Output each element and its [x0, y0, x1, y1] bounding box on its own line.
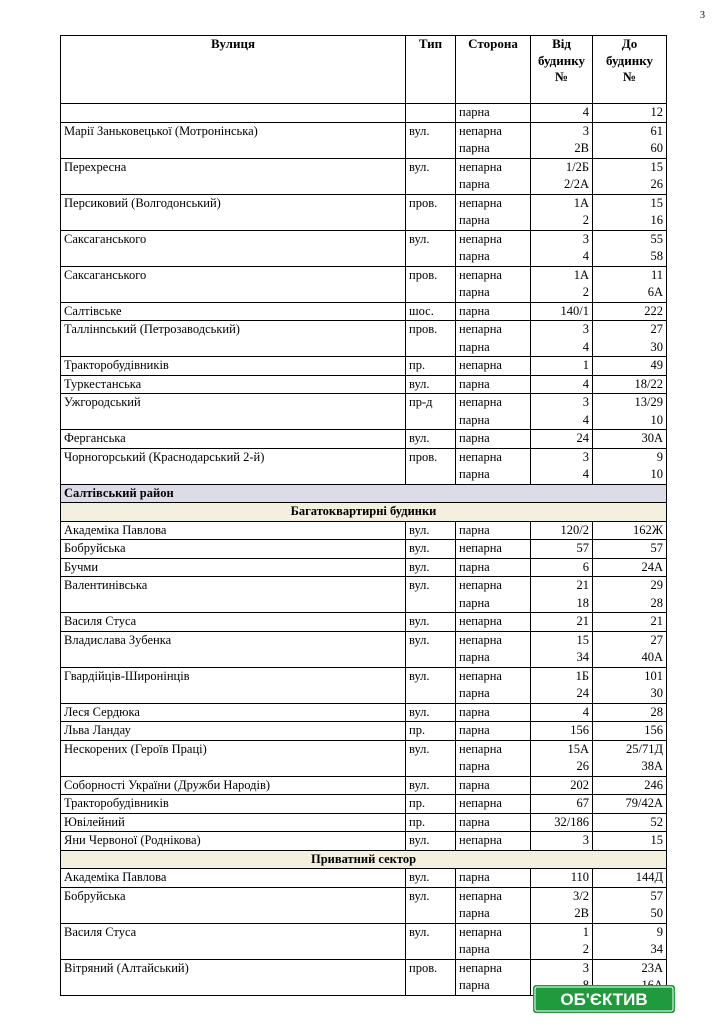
- street-cell: Тракторобудівників: [61, 795, 406, 814]
- table-row: [61, 631, 667, 649]
- page-number: 3: [700, 10, 705, 21]
- to-house-cell: 27: [593, 631, 667, 649]
- type-cell: [406, 140, 456, 158]
- side-cell: непарна: [456, 631, 531, 649]
- table-row: [61, 357, 667, 376]
- to-house-cell: 12: [593, 104, 667, 123]
- street-cell: [61, 905, 406, 923]
- from-house-cell: 4: [531, 703, 593, 722]
- table-row: [61, 595, 667, 613]
- table-row: [61, 758, 667, 776]
- to-house-cell: 49: [593, 357, 667, 376]
- from-house-cell: 2/2А: [531, 176, 593, 194]
- table-row: [61, 905, 667, 923]
- table-row: [61, 613, 667, 632]
- street-cell: Таллінnський (Петрозаводський): [61, 321, 406, 339]
- to-house-cell: 101: [593, 667, 667, 685]
- to-house-cell: 11: [593, 266, 667, 284]
- to-house-cell: 30: [593, 685, 667, 703]
- table-row: [61, 941, 667, 959]
- table-row: [61, 776, 667, 795]
- from-house-cell: 3: [531, 122, 593, 140]
- to-house-cell: 23А: [593, 959, 667, 977]
- side-cell: парна: [456, 176, 531, 194]
- type-cell: вул.: [406, 869, 456, 888]
- to-house-cell: 246: [593, 776, 667, 795]
- table-row: [61, 813, 667, 832]
- from-house-cell: 21: [531, 577, 593, 595]
- side-cell: парна: [456, 430, 531, 449]
- table-row: [61, 104, 667, 123]
- side-cell: парна: [456, 758, 531, 776]
- type-cell: [406, 284, 456, 302]
- side-cell: непарна: [456, 394, 531, 412]
- type-cell: вул.: [406, 776, 456, 795]
- from-house-cell: 156: [531, 722, 593, 741]
- side-cell: парна: [456, 412, 531, 430]
- from-house-cell: 15: [531, 631, 593, 649]
- housing-category-row: [61, 503, 667, 522]
- to-house-cell: 29: [593, 577, 667, 595]
- side-cell: непарна: [456, 613, 531, 632]
- table-row: [61, 558, 667, 577]
- side-cell: непарна: [456, 266, 531, 284]
- from-house-cell: 3: [531, 321, 593, 339]
- type-cell: вул.: [406, 430, 456, 449]
- to-house-cell: 18/22: [593, 375, 667, 394]
- table-row: [61, 430, 667, 449]
- type-cell: вул.: [406, 923, 456, 941]
- side-cell: парна: [456, 140, 531, 158]
- side-cell: непарна: [456, 448, 531, 466]
- street-cell: Льва Ландау: [61, 722, 406, 741]
- table-row: [61, 339, 667, 357]
- table-row: [61, 959, 667, 977]
- to-house-cell: 13/29: [593, 394, 667, 412]
- table-row: [61, 667, 667, 685]
- to-house-cell: 24А: [593, 558, 667, 577]
- from-house-cell: 4: [531, 104, 593, 123]
- from-house-cell: 1/2Б: [531, 158, 593, 176]
- from-house-cell: 34: [531, 649, 593, 667]
- side-cell: парна: [456, 375, 531, 394]
- street-cell: Ужгородський: [61, 394, 406, 412]
- to-house-cell: 30А: [593, 430, 667, 449]
- side-cell: непарна: [456, 959, 531, 977]
- side-cell: парна: [456, 212, 531, 230]
- to-house-cell: 222: [593, 302, 667, 321]
- type-cell: [406, 758, 456, 776]
- to-house-cell: 156: [593, 722, 667, 741]
- type-cell: [406, 941, 456, 959]
- from-house-cell: 26: [531, 758, 593, 776]
- to-house-cell: 25/71Д: [593, 740, 667, 758]
- to-house-cell: 28: [593, 595, 667, 613]
- street-cell: [61, 248, 406, 266]
- table-row: [61, 649, 667, 667]
- to-house-cell: 60: [593, 140, 667, 158]
- to-house-cell: 6А: [593, 284, 667, 302]
- from-house-cell: 3: [531, 230, 593, 248]
- from-house-cell: 6: [531, 558, 593, 577]
- type-cell: [406, 104, 456, 123]
- side-cell: непарна: [456, 832, 531, 851]
- street-cell: Яни Червоної (Роднікова): [61, 832, 406, 851]
- from-house-cell: 24: [531, 430, 593, 449]
- header-to: До будинку №: [593, 36, 667, 104]
- to-house-cell: 10: [593, 466, 667, 484]
- to-house-cell: 16: [593, 212, 667, 230]
- street-cell: [61, 685, 406, 703]
- side-cell: парна: [456, 977, 531, 995]
- street-cell: [61, 595, 406, 613]
- from-house-cell: 2: [531, 284, 593, 302]
- from-house-cell: 4: [531, 375, 593, 394]
- type-cell: [406, 212, 456, 230]
- table-row: [61, 466, 667, 484]
- side-cell: непарна: [456, 194, 531, 212]
- side-cell: парна: [456, 248, 531, 266]
- from-house-cell: 57: [531, 540, 593, 559]
- type-cell: [406, 248, 456, 266]
- side-cell: парна: [456, 284, 531, 302]
- side-cell: непарна: [456, 230, 531, 248]
- header-street: Вулиця: [61, 36, 406, 104]
- street-cell: Вітряний (Алтайський): [61, 959, 406, 977]
- type-cell: вул.: [406, 577, 456, 595]
- table-row: [61, 685, 667, 703]
- street-cell: [61, 176, 406, 194]
- header-from: Від будинку №: [531, 36, 593, 104]
- type-cell: шос.: [406, 302, 456, 321]
- type-cell: вул.: [406, 703, 456, 722]
- type-cell: [406, 176, 456, 194]
- to-house-cell: 162Ж: [593, 521, 667, 540]
- street-cell: Леся Сердюка: [61, 703, 406, 722]
- type-cell: [406, 412, 456, 430]
- type-cell: [406, 905, 456, 923]
- table-row: [61, 521, 667, 540]
- type-cell: пров.: [406, 448, 456, 466]
- from-house-cell: 1: [531, 923, 593, 941]
- table-row: [61, 302, 667, 321]
- street-cell: Саксаганського: [61, 230, 406, 248]
- street-cell: [61, 284, 406, 302]
- table-row: [61, 394, 667, 412]
- from-house-cell: 4: [531, 248, 593, 266]
- table-row: [61, 375, 667, 394]
- from-house-cell: 1: [531, 357, 593, 376]
- obektiv-logo: [533, 985, 675, 1013]
- table-row: [61, 832, 667, 851]
- to-house-cell: 57: [593, 887, 667, 905]
- from-house-cell: 110: [531, 869, 593, 888]
- side-cell: парна: [456, 941, 531, 959]
- from-house-cell: 67: [531, 795, 593, 814]
- header-type: Тип: [406, 36, 456, 104]
- from-house-cell: 120/2: [531, 521, 593, 540]
- street-cell: Ювілейний: [61, 813, 406, 832]
- side-cell: парна: [456, 703, 531, 722]
- side-cell: парна: [456, 869, 531, 888]
- to-house-cell: 61: [593, 122, 667, 140]
- to-house-cell: 57: [593, 540, 667, 559]
- type-cell: вул.: [406, 613, 456, 632]
- table-row: [61, 248, 667, 266]
- logo-text: ОБ'ЄКТИВ: [560, 990, 648, 1009]
- type-cell: пр-д: [406, 394, 456, 412]
- from-house-cell: 202: [531, 776, 593, 795]
- table-row: [61, 722, 667, 741]
- side-cell: непарна: [456, 923, 531, 941]
- table-row: [61, 412, 667, 430]
- from-house-cell: 140/1: [531, 302, 593, 321]
- table-row: [61, 869, 667, 888]
- from-house-cell: 4: [531, 339, 593, 357]
- side-cell: парна: [456, 302, 531, 321]
- side-cell: парна: [456, 722, 531, 741]
- type-cell: вул.: [406, 158, 456, 176]
- side-cell: парна: [456, 339, 531, 357]
- type-cell: вул.: [406, 122, 456, 140]
- table-row: [61, 230, 667, 248]
- side-cell: непарна: [456, 321, 531, 339]
- from-house-cell: 3: [531, 448, 593, 466]
- street-cell: [61, 140, 406, 158]
- type-cell: [406, 685, 456, 703]
- type-cell: вул.: [406, 667, 456, 685]
- street-cell: Гвардійців-Широнінців: [61, 667, 406, 685]
- from-house-cell: 21: [531, 613, 593, 632]
- street-cell: Академіка Павлова: [61, 521, 406, 540]
- street-cell: Перехресна: [61, 158, 406, 176]
- type-cell: пров.: [406, 321, 456, 339]
- side-cell: парна: [456, 595, 531, 613]
- side-cell: непарна: [456, 667, 531, 685]
- side-cell: парна: [456, 813, 531, 832]
- from-house-cell: 4: [531, 412, 593, 430]
- type-cell: пр.: [406, 795, 456, 814]
- side-cell: непарна: [456, 740, 531, 758]
- from-house-cell: 32/186: [531, 813, 593, 832]
- table-row: [61, 140, 667, 158]
- street-cell: Чорногорський (Краснодарський 2-й): [61, 448, 406, 466]
- to-house-cell: 15: [593, 194, 667, 212]
- side-cell: парна: [456, 558, 531, 577]
- from-house-cell: 3/2: [531, 887, 593, 905]
- to-house-cell: 144Д: [593, 869, 667, 888]
- side-cell: непарна: [456, 887, 531, 905]
- to-house-cell: 15: [593, 158, 667, 176]
- to-house-cell: 79/42А: [593, 795, 667, 814]
- street-cell: Соборності України (Дружби Народів): [61, 776, 406, 795]
- street-cell: Бучми: [61, 558, 406, 577]
- street-cell: Салтівське: [61, 302, 406, 321]
- street-cell: Нескорених (Героїв Праці): [61, 740, 406, 758]
- type-cell: вул.: [406, 887, 456, 905]
- type-cell: [406, 595, 456, 613]
- table-row: [61, 158, 667, 176]
- from-house-cell: 1А: [531, 194, 593, 212]
- street-cell: [61, 941, 406, 959]
- street-cell: Владислава Зубенка: [61, 631, 406, 649]
- to-house-cell: 9: [593, 923, 667, 941]
- to-house-cell: 40А: [593, 649, 667, 667]
- to-house-cell: 10: [593, 412, 667, 430]
- from-house-cell: 3: [531, 959, 593, 977]
- type-cell: вул.: [406, 832, 456, 851]
- table-row: [61, 176, 667, 194]
- header-side: Сторона: [456, 36, 531, 104]
- table-row: [61, 122, 667, 140]
- street-cell: Ферганська: [61, 430, 406, 449]
- housing-category-row: [61, 850, 667, 869]
- to-house-cell: 50: [593, 905, 667, 923]
- type-cell: вул.: [406, 521, 456, 540]
- table-row: [61, 284, 667, 302]
- side-cell: непарна: [456, 540, 531, 559]
- from-house-cell: 2В: [531, 140, 593, 158]
- side-cell: парна: [456, 649, 531, 667]
- type-cell: пр.: [406, 722, 456, 741]
- street-cell: [61, 412, 406, 430]
- street-cell: Тракторобудівників: [61, 357, 406, 376]
- street-cell: [61, 466, 406, 484]
- side-cell: непарна: [456, 122, 531, 140]
- street-cell: [61, 758, 406, 776]
- to-house-cell: 27: [593, 321, 667, 339]
- from-house-cell: 1Б: [531, 667, 593, 685]
- street-cell: [61, 339, 406, 357]
- table-row: [61, 540, 667, 559]
- type-cell: вул.: [406, 740, 456, 758]
- from-house-cell: 24: [531, 685, 593, 703]
- from-house-cell: 3: [531, 394, 593, 412]
- table-row: [61, 194, 667, 212]
- table-row: [61, 795, 667, 814]
- table-row: [61, 887, 667, 905]
- table-header-row: [61, 36, 667, 104]
- street-cell: Академіка Павлова: [61, 869, 406, 888]
- to-house-cell: 9: [593, 448, 667, 466]
- to-house-cell: 58: [593, 248, 667, 266]
- street-cell: [61, 212, 406, 230]
- type-cell: пр.: [406, 357, 456, 376]
- type-cell: пр.: [406, 813, 456, 832]
- from-house-cell: 4: [531, 466, 593, 484]
- side-cell: непарна: [456, 357, 531, 376]
- from-house-cell: 1А: [531, 266, 593, 284]
- address-table: [60, 35, 667, 996]
- to-house-cell: 15: [593, 832, 667, 851]
- table-row: [61, 448, 667, 466]
- street-cell: Бобруйська: [61, 887, 406, 905]
- table-row: [61, 266, 667, 284]
- type-cell: вул.: [406, 631, 456, 649]
- type-cell: вул.: [406, 375, 456, 394]
- table-row: [61, 212, 667, 230]
- to-house-cell: 38А: [593, 758, 667, 776]
- type-cell: пров.: [406, 959, 456, 977]
- street-cell: Бобруйська: [61, 540, 406, 559]
- type-cell: вул.: [406, 558, 456, 577]
- housing-category-label: Багатоквартирні будинки: [61, 503, 667, 522]
- to-house-cell: 34: [593, 941, 667, 959]
- side-cell: парна: [456, 466, 531, 484]
- street-cell: Валентинівська: [61, 577, 406, 595]
- side-cell: непарна: [456, 158, 531, 176]
- table-row: [61, 740, 667, 758]
- side-cell: парна: [456, 104, 531, 123]
- type-cell: вул.: [406, 230, 456, 248]
- type-cell: вул.: [406, 540, 456, 559]
- street-cell: [61, 977, 406, 995]
- street-cell: Персиковий (Волгодонський): [61, 194, 406, 212]
- to-house-cell: 28: [593, 703, 667, 722]
- side-cell: парна: [456, 521, 531, 540]
- type-cell: [406, 466, 456, 484]
- from-house-cell: 18: [531, 595, 593, 613]
- housing-category-label: Приватний сектор: [61, 850, 667, 869]
- table-body: [61, 104, 667, 996]
- from-house-cell: 2: [531, 941, 593, 959]
- street-cell: [61, 104, 406, 123]
- to-house-cell: 55: [593, 230, 667, 248]
- type-cell: пров.: [406, 266, 456, 284]
- table-row: [61, 703, 667, 722]
- table-row: [61, 577, 667, 595]
- type-cell: [406, 977, 456, 995]
- to-house-cell: 21: [593, 613, 667, 632]
- street-cell: Марії Заньковецької (Мотронінська): [61, 122, 406, 140]
- type-cell: [406, 649, 456, 667]
- street-cell: Саксаганського: [61, 266, 406, 284]
- street-cell: Туркестанська: [61, 375, 406, 394]
- table-row: [61, 923, 667, 941]
- side-cell: парна: [456, 905, 531, 923]
- to-house-cell: 52: [593, 813, 667, 832]
- street-cell: [61, 649, 406, 667]
- district-label: Салтівський район: [61, 484, 667, 503]
- type-cell: пров.: [406, 194, 456, 212]
- table-row: [61, 321, 667, 339]
- street-cell: Василя Стуса: [61, 613, 406, 632]
- from-house-cell: 2В: [531, 905, 593, 923]
- from-house-cell: 3: [531, 832, 593, 851]
- from-house-cell: 15А: [531, 740, 593, 758]
- district-section-row: [61, 484, 667, 503]
- side-cell: парна: [456, 776, 531, 795]
- side-cell: парна: [456, 685, 531, 703]
- to-house-cell: 30: [593, 339, 667, 357]
- side-cell: непарна: [456, 795, 531, 814]
- street-cell: Василя Стуса: [61, 923, 406, 941]
- type-cell: [406, 339, 456, 357]
- to-house-cell: 26: [593, 176, 667, 194]
- from-house-cell: 2: [531, 212, 593, 230]
- side-cell: непарна: [456, 577, 531, 595]
